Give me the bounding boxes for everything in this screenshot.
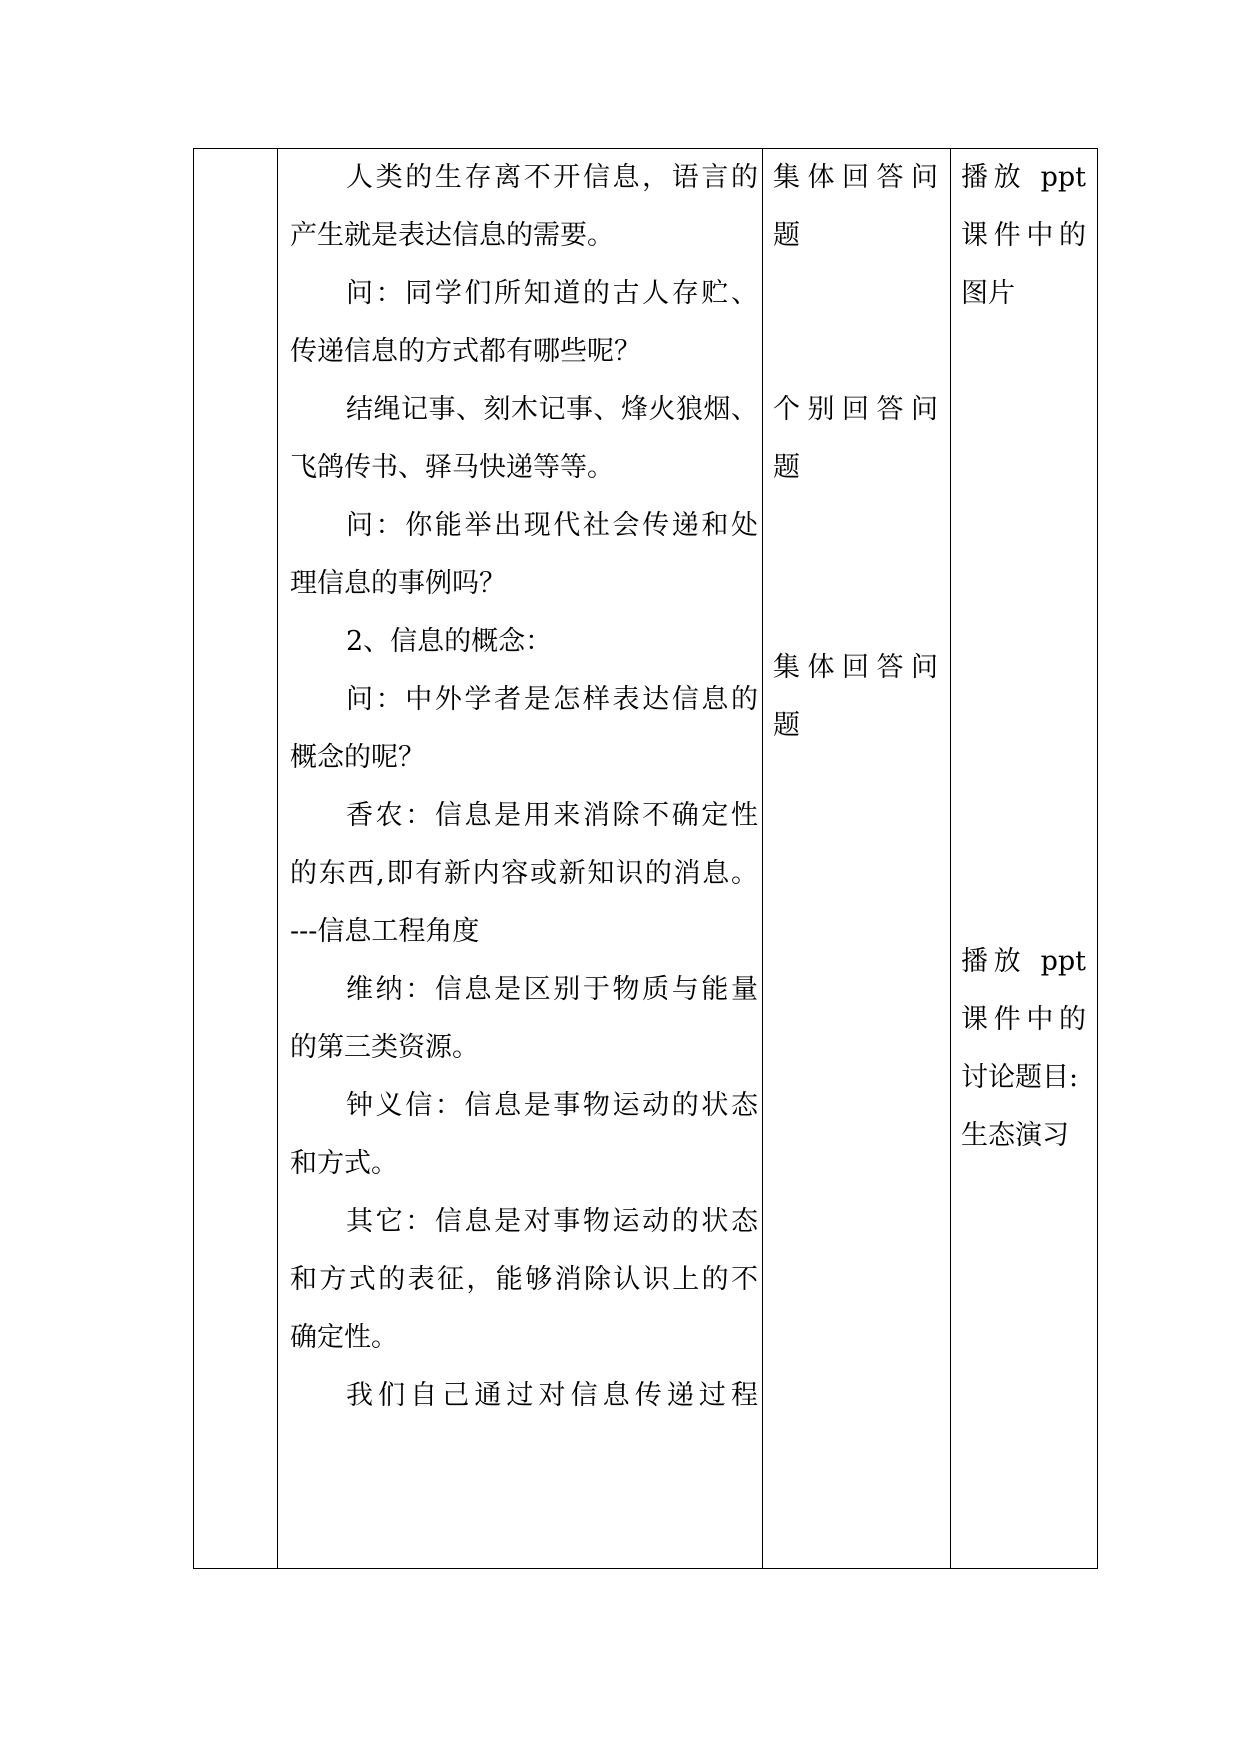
content-line: 钟义信：信息是事物运动的状态 (346, 1090, 758, 1121)
stage-column (194, 149, 278, 1568)
activity-line: 集体回答问 (773, 162, 938, 193)
content-line: ---信息工程角度 (290, 916, 480, 947)
media-line: 课件中的 (961, 220, 1086, 251)
content-line: 概念的呢？ (290, 742, 425, 773)
content-line: 问：中外学者是怎样表达信息的 (346, 684, 758, 715)
content-line: 确定性。 (290, 1322, 398, 1353)
content-line: 其它：信息是对事物运动的状态 (346, 1206, 758, 1237)
media-line: 讨论题目: (961, 1062, 1079, 1093)
media-line: 播放 ppt (961, 946, 1086, 977)
content-line: 问：同学们所知道的古人存贮、 (346, 278, 758, 309)
content-line: 维纳：信息是区别于物质与能量 (346, 974, 758, 1005)
activity-line: 题 (773, 452, 800, 483)
content-line: 香农：信息是用来消除不确定性 (346, 800, 758, 831)
media-line: 播放 ppt (961, 162, 1086, 193)
content-line: 我们自己通过对信息传递过程 (346, 1380, 758, 1411)
content-line: 飞鸽传书、驿马快递等等。 (290, 452, 614, 483)
content-line: 的东西,即有新内容或新知识的消息。 (290, 858, 758, 889)
content-line: 和方式。 (290, 1148, 398, 1179)
content-line: 人类的生存离不开信息，语言的 (346, 162, 758, 193)
content-line: 传递信息的方式都有哪些呢？ (290, 336, 641, 367)
content-line: 结绳记事、刻木记事、烽火狼烟、 (346, 394, 758, 425)
media-line: 生态演习 (961, 1120, 1069, 1151)
content-line: 的第三类资源。 (290, 1032, 479, 1063)
activity-line: 个别回答问 (773, 394, 938, 425)
content-line: 理信息的事例吗？ (290, 568, 506, 599)
media-line: 图片 (961, 278, 1015, 309)
teaching-content-column (278, 149, 763, 1568)
content-line: 2、信息的概念： (346, 626, 553, 657)
activity-line: 题 (773, 220, 800, 251)
content-line: 产生就是表达信息的需要。 (290, 220, 614, 251)
lesson-plan-table (193, 148, 1098, 1569)
media-line: 课件中的 (961, 1004, 1086, 1035)
activity-line: 集体回答问 (773, 652, 938, 683)
media-column (951, 149, 1099, 1568)
content-line: 问：你能举出现代社会传递和处 (346, 510, 758, 541)
activity-line: 题 (773, 710, 800, 741)
student-activity-column (763, 149, 951, 1568)
content-line: 和方式的表征，能够消除认识上的不 (290, 1264, 758, 1295)
